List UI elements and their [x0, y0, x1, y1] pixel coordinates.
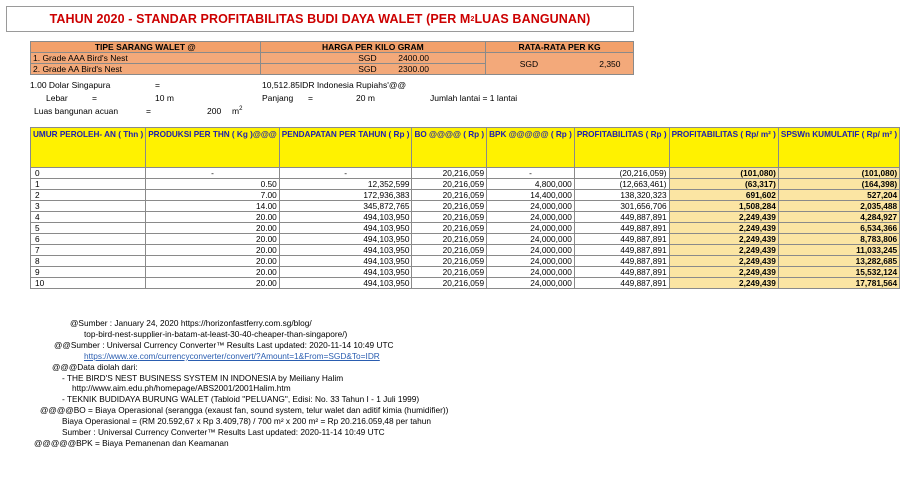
cell-profitabilitas: (12,663,461)	[574, 179, 669, 190]
title-suffix: LUAS BANGUNAN)	[474, 12, 591, 26]
note-line: @@@@BO = Biaya Operasional (serangga (exaust fan, sound system, telur walet dan aditif kimia (humidifier))	[40, 405, 449, 416]
cell-bpk: 14,400,000	[487, 190, 575, 201]
cell-spswn: 2,035,488	[778, 201, 899, 212]
cell-profitabilitas-m2: 2,249,439	[669, 212, 778, 223]
cell-spswn: 4,284,927	[778, 212, 899, 223]
note-line: http://www.aim.edu.ph/homepage/ABS2001/2001Halim.htm	[72, 383, 291, 394]
cell-umur: 2	[31, 190, 146, 201]
cell-pendapatan: 494,103,950	[279, 267, 412, 278]
cell-profitabilitas-m2: 2,249,439	[669, 245, 778, 256]
price-currency: SGD	[358, 64, 377, 74]
price-type: 2. Grade AA Bird's Nest	[31, 64, 261, 75]
cell-bpk: 24,000,000	[487, 234, 575, 245]
cell-bo: 20,216,059	[412, 245, 487, 256]
cell-spswn: 8,783,806	[778, 234, 899, 245]
cell-umur: 5	[31, 223, 146, 234]
cell-spswn: (164,398)	[778, 179, 899, 190]
cell-produksi: 0.50	[146, 179, 280, 190]
price-header-type: TIPE SARANG WALET @	[31, 42, 261, 53]
cell-umur: 9	[31, 267, 146, 278]
note-line: @@@@@BPK = Biaya Pemanenan dan Keamanan	[34, 437, 229, 448]
cell-produksi: 20.00	[146, 278, 280, 289]
header-spswn: SPSWn KUMULATIF ( Rp/ m² )	[778, 128, 899, 168]
cell-profitabilitas: 449,887,891	[574, 212, 669, 223]
cell-umur: 7	[31, 245, 146, 256]
cell-bo: 20,216,059	[412, 267, 487, 278]
cell-pendapatan: 12,352,599	[279, 179, 412, 190]
lebar-label: Lebar	[46, 93, 68, 103]
cell-profitabilitas: 449,887,891	[574, 256, 669, 267]
table-row	[31, 278, 900, 289]
cell-profitabilitas-m2: (101,080)	[669, 168, 778, 179]
cell-produksi: 20.00	[146, 256, 280, 267]
table-row	[31, 212, 900, 223]
cell-spswn: 6,534,366	[778, 223, 899, 234]
note-line: Biaya Operasional = (RM 20.592,67 x Rp 3.409,78) / 700 m² x 200 m² = Rp 20.216.059,48 per tahun	[62, 416, 431, 427]
cell-produksi: 7.00	[146, 190, 280, 201]
cell-profitabilitas: 449,887,891	[574, 234, 669, 245]
avg-price	[486, 53, 634, 75]
cell-pendapatan: 494,103,950	[279, 223, 412, 234]
cell-bo: 20,216,059	[412, 179, 487, 190]
price-value	[260, 53, 486, 64]
header-profitabilitas: PROFITABILITAS ( Rp )	[574, 128, 669, 168]
cell-profitabilitas: 301,656,706	[574, 201, 669, 212]
table-row	[31, 234, 900, 245]
cell-bo: 20,216,059	[412, 168, 487, 179]
cell-pendapatan: 494,103,950	[279, 245, 412, 256]
cell-profitabilitas-m2: 2,249,439	[669, 267, 778, 278]
avg-value: 2,350	[599, 58, 621, 69]
cell-produksi: 20.00	[146, 234, 280, 245]
cell-profitabilitas: 449,887,891	[574, 223, 669, 234]
cell-bpk: 24,000,000	[487, 278, 575, 289]
notes	[34, 318, 634, 449]
table-row	[31, 190, 900, 201]
cell-pendapatan: 172,936,383	[279, 190, 412, 201]
cell-profitabilitas: 449,887,891	[574, 278, 669, 289]
price-header-price: HARGA PER KILO GRAM	[260, 42, 486, 53]
cell-profitabilitas: 138,320,323	[574, 190, 669, 201]
table-row	[31, 256, 900, 267]
cell-pendapatan: 494,103,950	[279, 234, 412, 245]
note-line: @@Sumber : Universal Currency Converter™ Results Last updated: 2020-11-14 10:49 UTC	[54, 339, 394, 350]
note-line: @Sumber : January 24, 2020 https://horizonfastferry.com.sg/blog/	[70, 318, 312, 328]
price-value	[260, 64, 486, 75]
cell-produksi: 20.00	[146, 267, 280, 278]
cell-profitabilitas-m2: 2,249,439	[669, 256, 778, 267]
cell-produksi: 20.00	[146, 245, 280, 256]
cell-bo: 20,216,059	[412, 212, 487, 223]
cell-profitabilitas-m2: 1,508,284	[669, 201, 778, 212]
header-pendapatan: PENDAPATAN PER TAHUN ( Rp )	[279, 128, 412, 168]
cell-umur: 6	[31, 234, 146, 245]
cell-umur: 3	[31, 201, 146, 212]
cell-pendapatan: -	[279, 168, 412, 179]
luas-value: 200	[207, 106, 222, 116]
cell-spswn: 15,532,124	[778, 267, 899, 278]
cell-produksi: 20.00	[146, 223, 280, 234]
cell-bo: 20,216,059	[412, 234, 487, 245]
cell-bpk: 24,000,000	[487, 267, 575, 278]
note-line: top-bird-nest-supplier-in-batam-at-least-30-40-cheaper-than-singapore/)	[84, 328, 348, 339]
cell-produksi: 14.00	[146, 201, 280, 212]
avg-currency: SGD	[519, 58, 539, 69]
cell-profitabilitas: (20,216,059)	[574, 168, 669, 179]
cell-bpk: 24,000,000	[487, 223, 575, 234]
price-amount: 2300.00	[398, 64, 430, 74]
cell-bo: 20,216,059	[412, 256, 487, 267]
table-body	[31, 168, 900, 289]
cell-spswn: 17,781,564	[778, 278, 899, 289]
price-amount: 2400.00	[398, 53, 430, 63]
cell-profitabilitas-m2: 2,249,439	[669, 278, 778, 289]
cell-bo: 20,216,059	[412, 190, 487, 201]
rate-label: 1.00 Dolar Singapura	[30, 80, 111, 90]
price-row	[31, 53, 634, 64]
table-row	[31, 245, 900, 256]
lebar-eq: =	[92, 93, 97, 103]
cell-spswn: 11,033,245	[778, 245, 899, 256]
cell-umur: 4	[31, 212, 146, 223]
panjang-eq: =	[308, 93, 313, 103]
cell-bpk: 24,000,000	[487, 245, 575, 256]
cell-umur: 8	[31, 256, 146, 267]
cell-pendapatan: 345,872,765	[279, 201, 412, 212]
cell-spswn: (101,080)	[778, 168, 899, 179]
cell-umur: 1	[31, 179, 146, 190]
cell-profitabilitas-m2: 2,249,439	[669, 223, 778, 234]
profitability-table	[30, 127, 900, 289]
table-row	[31, 168, 900, 179]
rate-eq: =	[155, 80, 160, 90]
note-link[interactable]: https://www.xe.com/currencyconverter/convert/?Amount=1&From=SGD&To=IDR	[84, 350, 380, 361]
panjang-value: 20 m	[356, 93, 375, 103]
cell-pendapatan: 494,103,950	[279, 212, 412, 223]
price-currency: SGD	[358, 53, 377, 63]
cell-bo: 20,216,059	[412, 278, 487, 289]
lebar-value: 10 m	[155, 93, 174, 103]
cell-umur: 10	[31, 278, 146, 289]
cell-profitabilitas: 449,887,891	[574, 245, 669, 256]
price-header-avg: RATA-RATA PER KG	[486, 42, 634, 53]
header-profitabilitas-m2: PROFITABILITAS ( Rp/ m² )	[669, 128, 778, 168]
header-bo: BO @@@@ ( Rp )	[412, 128, 487, 168]
luas-unit-sup: 2	[239, 106, 243, 113]
cell-bpk: 24,000,000	[487, 212, 575, 223]
cell-bo: 20,216,059	[412, 201, 487, 212]
table-row	[31, 179, 900, 190]
note-line: - TEKNIK BUDIDAYA BURUNG WALET (Tabloid "PELUANG", Edisi: No. 33 Tahun I - 1 Juli 1999)	[62, 394, 420, 405]
cell-pendapatan: 494,103,950	[279, 256, 412, 267]
header-produksi: PRODUKSI PER THN ( Kg )@@@	[146, 128, 280, 168]
note-line: Sumber : Universal Currency Converter™ Results Last updated: 2020-11-14 10:49 UTC	[62, 427, 385, 438]
cell-profitabilitas-m2: 2,249,439	[669, 234, 778, 245]
lantai-info: Jumlah lantai = 1 lantai	[430, 93, 518, 103]
luas-label: Luas bangunan acuan	[34, 106, 119, 116]
table-row	[31, 267, 900, 278]
note-line: @@@Data diolah dari:	[52, 361, 138, 372]
cell-spswn: 527,204	[778, 190, 899, 201]
cell-produksi: 20.00	[146, 212, 280, 223]
cell-bpk: -	[487, 168, 575, 179]
luas-unit	[232, 106, 242, 116]
title-text: TAHUN 2020 - STANDAR PROFITABILITAS BUDI DAYA WALET (PER M	[49, 12, 471, 26]
page-title	[6, 6, 634, 32]
title-sup: 2	[470, 15, 475, 23]
cell-produksi: -	[146, 168, 280, 179]
cell-profitabilitas-m2: 691,602	[669, 190, 778, 201]
rate-value: 10,512.85IDR Indonesia Rupiahs'@@	[262, 80, 407, 90]
luas-eq: =	[146, 106, 151, 116]
table-header	[31, 128, 900, 168]
note-line: - THE BIRD'S NEST BUSINESS SYSTEM IN INDONESIA by Meiliany Halim	[62, 372, 344, 383]
cell-bpk: 24,000,000	[487, 256, 575, 267]
panjang-label: Panjang	[262, 93, 294, 103]
header-bpk: BPK @@@@@ ( Rp )	[487, 128, 575, 168]
cell-bo: 20,216,059	[412, 223, 487, 234]
table-row	[31, 201, 900, 212]
cell-pendapatan: 494,103,950	[279, 278, 412, 289]
price-table-header	[31, 42, 634, 53]
table-row	[31, 223, 900, 234]
header-umur: UMUR PEROLEH- AN ( Thn )	[31, 128, 146, 168]
cell-spswn: 13,282,685	[778, 256, 899, 267]
cell-profitabilitas: 449,887,891	[574, 267, 669, 278]
cell-bpk: 4,800,000	[487, 179, 575, 190]
cell-umur: 0	[31, 168, 146, 179]
luas-unit-text: m	[232, 106, 240, 116]
price-table	[30, 41, 634, 75]
price-type: 1. Grade AAA Bird's Nest	[31, 53, 261, 64]
cell-profitabilitas-m2: (63,317)	[669, 179, 778, 190]
cell-bpk: 24,000,000	[487, 201, 575, 212]
